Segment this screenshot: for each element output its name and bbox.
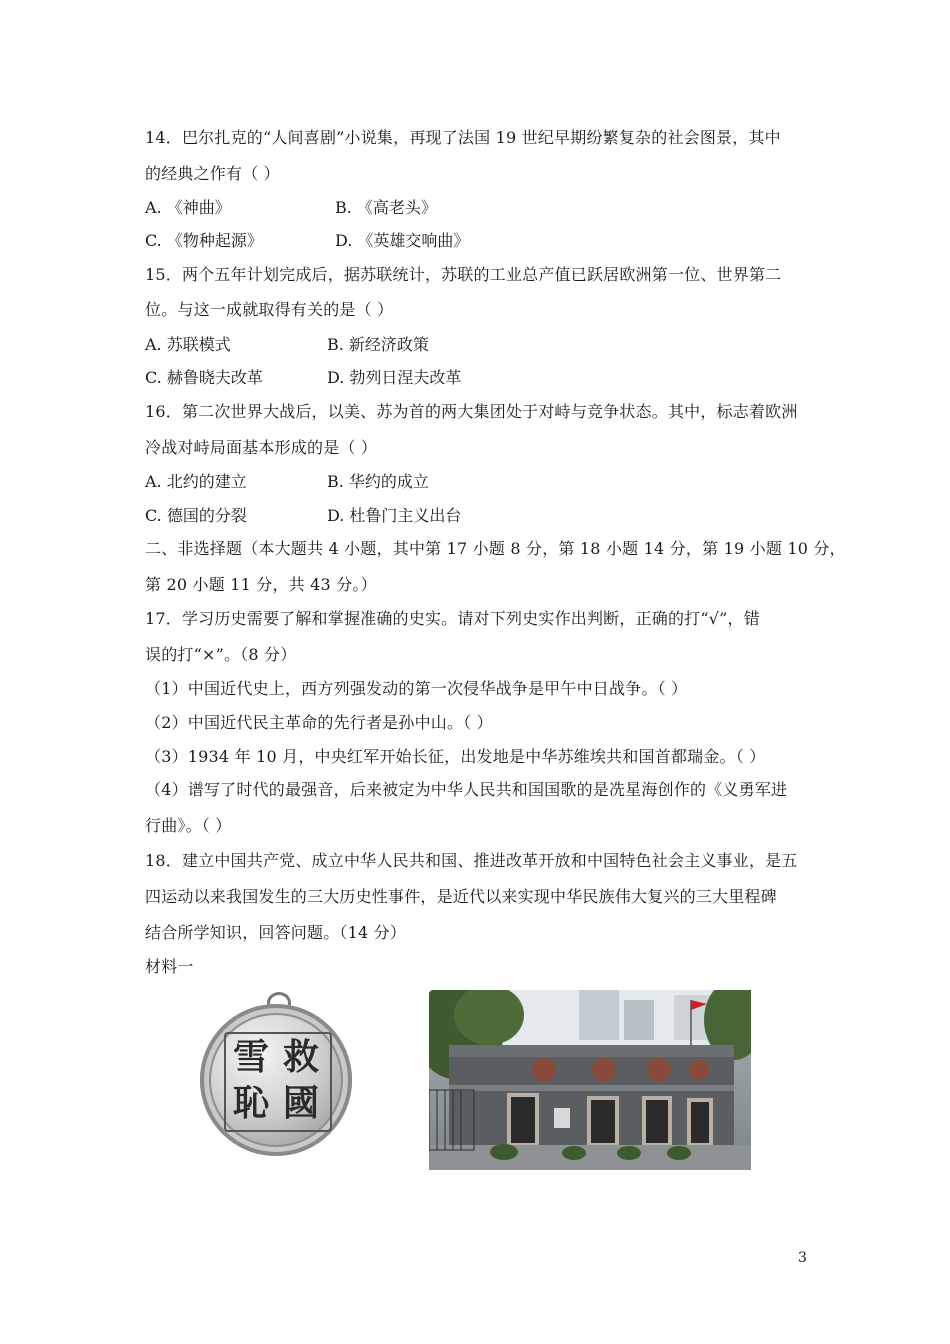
- q16-option-c: C. 德国的分裂: [145, 506, 247, 525]
- q15-stem-line1: 15．两个五年计划完成后，据苏联统计，苏联的工业总产值已跃居欧洲第一位、世界第二: [145, 265, 782, 284]
- q17-item-2: （2）中国近代民主革命的先行者是孙中山。（ ）: [145, 713, 493, 732]
- q15-option-b: B. 新经济政策: [327, 335, 429, 354]
- building-photo: [429, 990, 751, 1170]
- q14-option-a: A. 《神曲》: [145, 198, 231, 217]
- q16-stem-line1: 16．第二次世界大战后，以美、苏为首的两大集团处于对峙与竞争状态。其中，标志着欧洲: [145, 402, 798, 421]
- q14-option-d: D. 《英雄交响曲》: [335, 231, 470, 250]
- q17-item-4-line2: 行曲》。（ ）: [145, 816, 232, 835]
- q14-stem-line2: 的经典之作有（ ）: [145, 164, 280, 183]
- q16-option-d: D. 杜鲁门主义出台: [327, 506, 462, 525]
- coin-char-top-left: 雪: [232, 1036, 269, 1078]
- q17-item-1: （1）中国近代史上，西方列强发动的第一次侵华战争是甲午中日战争。（ ）: [145, 679, 688, 698]
- coin-face: [200, 1004, 352, 1156]
- q18-stem-line3: 结合所学知识，回答问题。（14 分）: [145, 923, 407, 942]
- page-number: 3: [798, 1250, 807, 1266]
- q16-option-a: A. 北约的建立: [145, 472, 247, 491]
- q16-stem-line2: 冷战对峙局面基本形成的是（ ）: [145, 438, 378, 457]
- q14-option-b: B. 《高老头》: [335, 198, 437, 217]
- q16-option-b: B. 华约的成立: [327, 472, 429, 491]
- q18-stem-line1: 18．建立中国共产党、成立中华人民共和国、推进改革开放和中国特色社会主义事业，是五: [145, 851, 798, 870]
- q15-option-d: D. 勃列日涅夫改革: [327, 368, 462, 387]
- q14-stem-line1: 14．巴尔扎克的“人间喜剧”小说集，再现了法国 19 世纪早期纷繁复杂的社会图景，其中: [145, 128, 781, 147]
- q18-stem-line2: 四运动以来我国发生的三大历史性事件，是近代以来实现中华民族伟大复兴的三大里程碑: [145, 887, 777, 906]
- building-photo-drawing: [429, 990, 751, 1170]
- q17-item-3: （3）1934 年 10 月，中央红军开始长征，出发地是中华苏维埃共和国首都瑞金。（ ）: [145, 747, 766, 766]
- q15-stem-line2: 位。与这一成就取得有关的是（ ）: [145, 300, 394, 319]
- material-one-label: 材料一: [145, 957, 194, 976]
- coin-char-bottom-left: 恥: [232, 1082, 269, 1124]
- coin-inscription: [226, 1034, 326, 1126]
- q17-stem-line2: 误的打“×”。（8 分）: [145, 645, 297, 664]
- coin-char-bottom-right: 國: [282, 1082, 319, 1124]
- badge-coin-image: [195, 990, 365, 1170]
- q15-option-c: C. 赫鲁晓夫改革: [145, 368, 263, 387]
- q14-option-c: C. 《物种起源》: [145, 231, 263, 250]
- section2-heading-line2: 第 20 小题 11 分，共 43 分。）: [145, 575, 377, 594]
- q15-option-a: A. 苏联模式: [145, 335, 231, 354]
- section2-heading-line1: 二、非选择题（本大题共 4 小题，其中第 17 小题 8 分，第 18 小题 14 分，第 19 小题 10 分，: [145, 539, 846, 558]
- q17-stem-line1: 17．学习历史需要了解和掌握准确的史实。请对下列史实作出判断，正确的打“√”，错: [145, 609, 760, 628]
- coin-char-top-right: 救: [282, 1036, 319, 1078]
- q17-item-4-line1: （4）谱写了时代的最强音，后来被定为中华人民共和国国歌的是冼星海创作的《义勇军进: [145, 780, 788, 799]
